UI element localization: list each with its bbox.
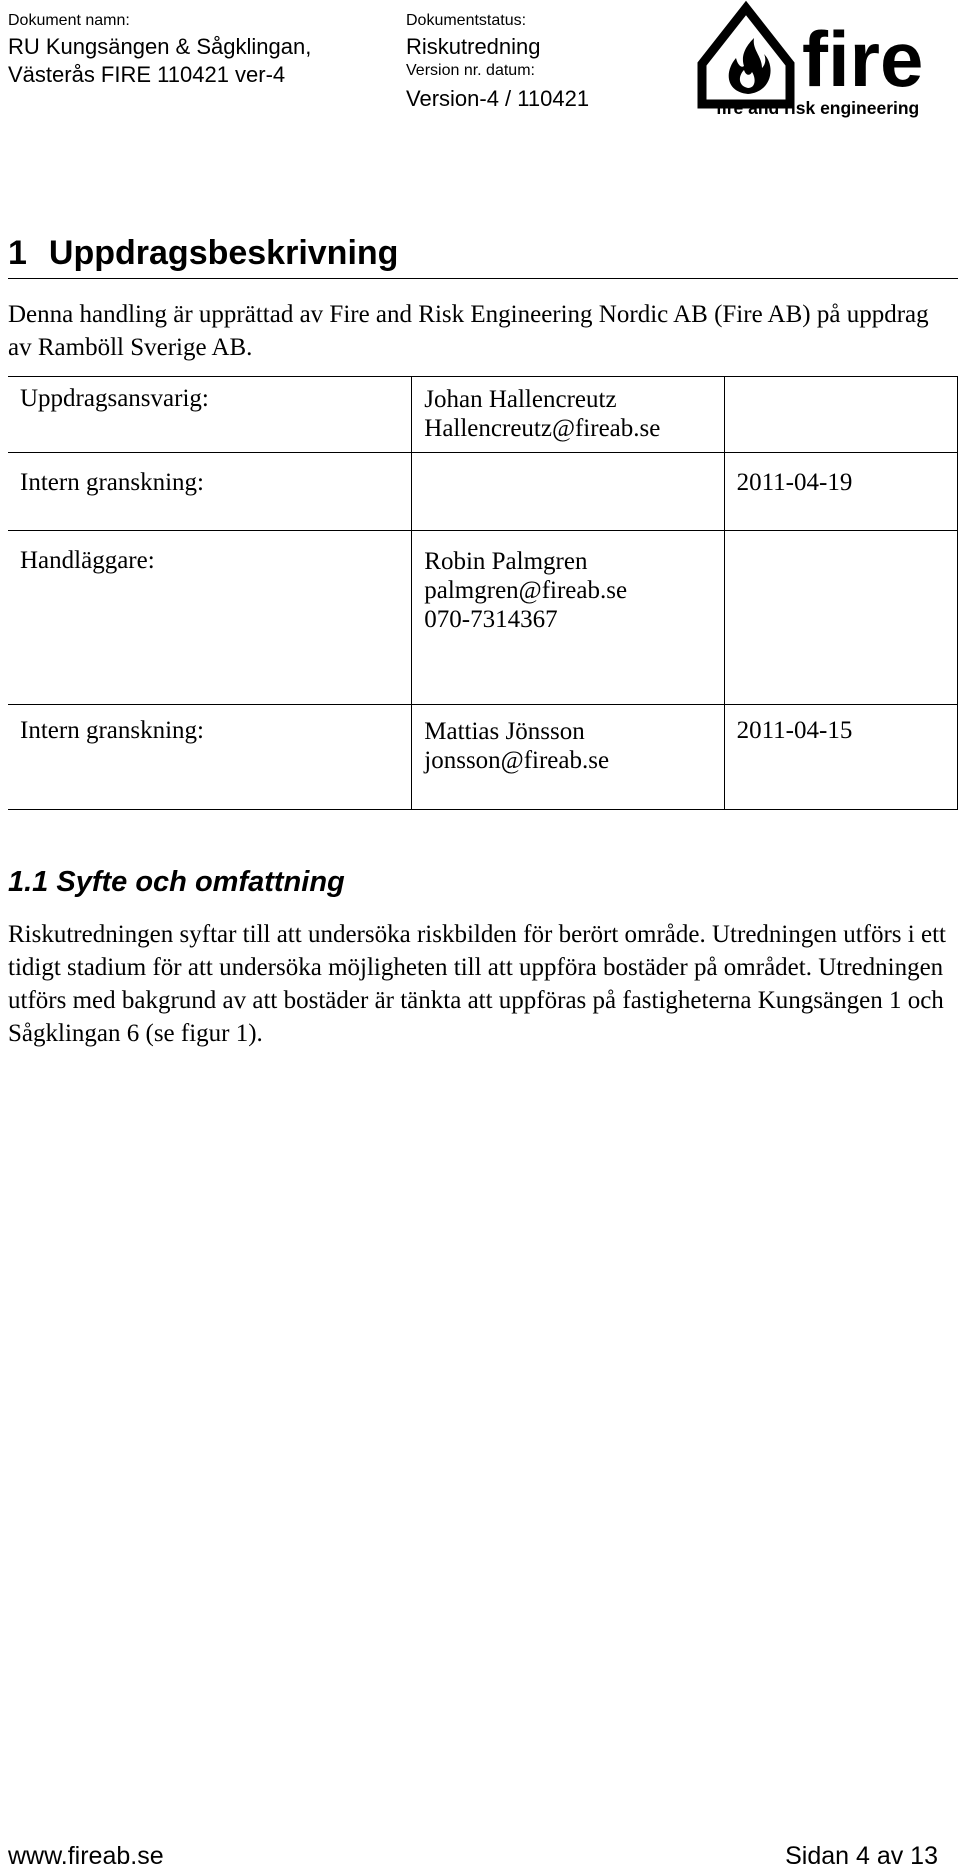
row-label: Intern granskning: <box>8 452 412 530</box>
doc-name-line1: RU Kungsängen & Sågklingan, <box>8 34 312 59</box>
person-name: Mattias Jönsson <box>424 717 585 745</box>
person-name: Johan Hallencreutz <box>424 386 617 413</box>
subsection-title: 1.1 Syfte och omfattning <box>8 866 345 898</box>
person-email: palmgren@fireab.se <box>424 577 628 605</box>
row-date: 2011-04-15 <box>724 704 957 809</box>
row-date: 2011-04-19 <box>724 452 957 530</box>
person-name: Robin Palmgren <box>424 548 588 576</box>
row-person <box>412 531 724 705</box>
subsection-body: Riskutredningen syftar till att undersöka riskbilden för berört område. Utredningen utförs i ett tidigt stadium för att undersöka möjligheten till att uppföra bostäder på området. Utredningen utförs med bakgrund av att bostäder är tänkta att uppföras på fastigheterna Kungsängen 1 och Sågklingan 6 (se figur 1). <box>8 921 946 1047</box>
table-row <box>8 531 958 705</box>
table-row <box>8 452 958 530</box>
fire-logo <box>696 0 936 118</box>
section-heading <box>8 232 958 279</box>
row-person <box>412 452 724 530</box>
row-date <box>724 377 957 453</box>
table-row <box>8 377 958 453</box>
intro-paragraph: Denna handling är upprättad av Fire and Risk Engineering Nordic AB (Fire AB) på uppdrag av Ramböll Sverige AB. <box>8 301 929 361</box>
doc-name-line2: Västerås FIRE 110421 ver-4 <box>8 62 286 87</box>
row-label: Handläggare: <box>8 531 412 705</box>
status-label: Dokumentstatus: <box>406 12 527 29</box>
footer-page-number: Sidan 4 av 13 <box>785 1842 938 1870</box>
doc-name-label: Dokument namn: <box>8 12 130 29</box>
row-label: Intern granskning: <box>8 704 412 809</box>
assignment-table <box>8 376 958 810</box>
table-row <box>8 704 958 809</box>
logo-word: fire <box>802 15 924 103</box>
row-label: Uppdragsansvarig: <box>8 377 412 453</box>
person-email: Hallencreutz@fireab.se <box>424 415 661 442</box>
footer-website: www.fireab.se <box>8 1842 164 1870</box>
row-person <box>412 704 724 809</box>
person-email: jonsson@fireab.se <box>424 746 610 774</box>
status-value: Riskutredning <box>406 34 541 59</box>
row-person <box>412 377 724 453</box>
section-number: 1 <box>8 234 27 272</box>
row-date <box>724 531 957 705</box>
logo-tagline: fire and risk engineering <box>716 98 920 118</box>
person-phone: 070-7314367 <box>424 606 558 634</box>
version-value: Version-4 / 110421 <box>406 86 590 111</box>
section-title: Uppdragsbeskrivning <box>48 234 399 272</box>
version-label: Version nr. datum: <box>406 62 535 79</box>
